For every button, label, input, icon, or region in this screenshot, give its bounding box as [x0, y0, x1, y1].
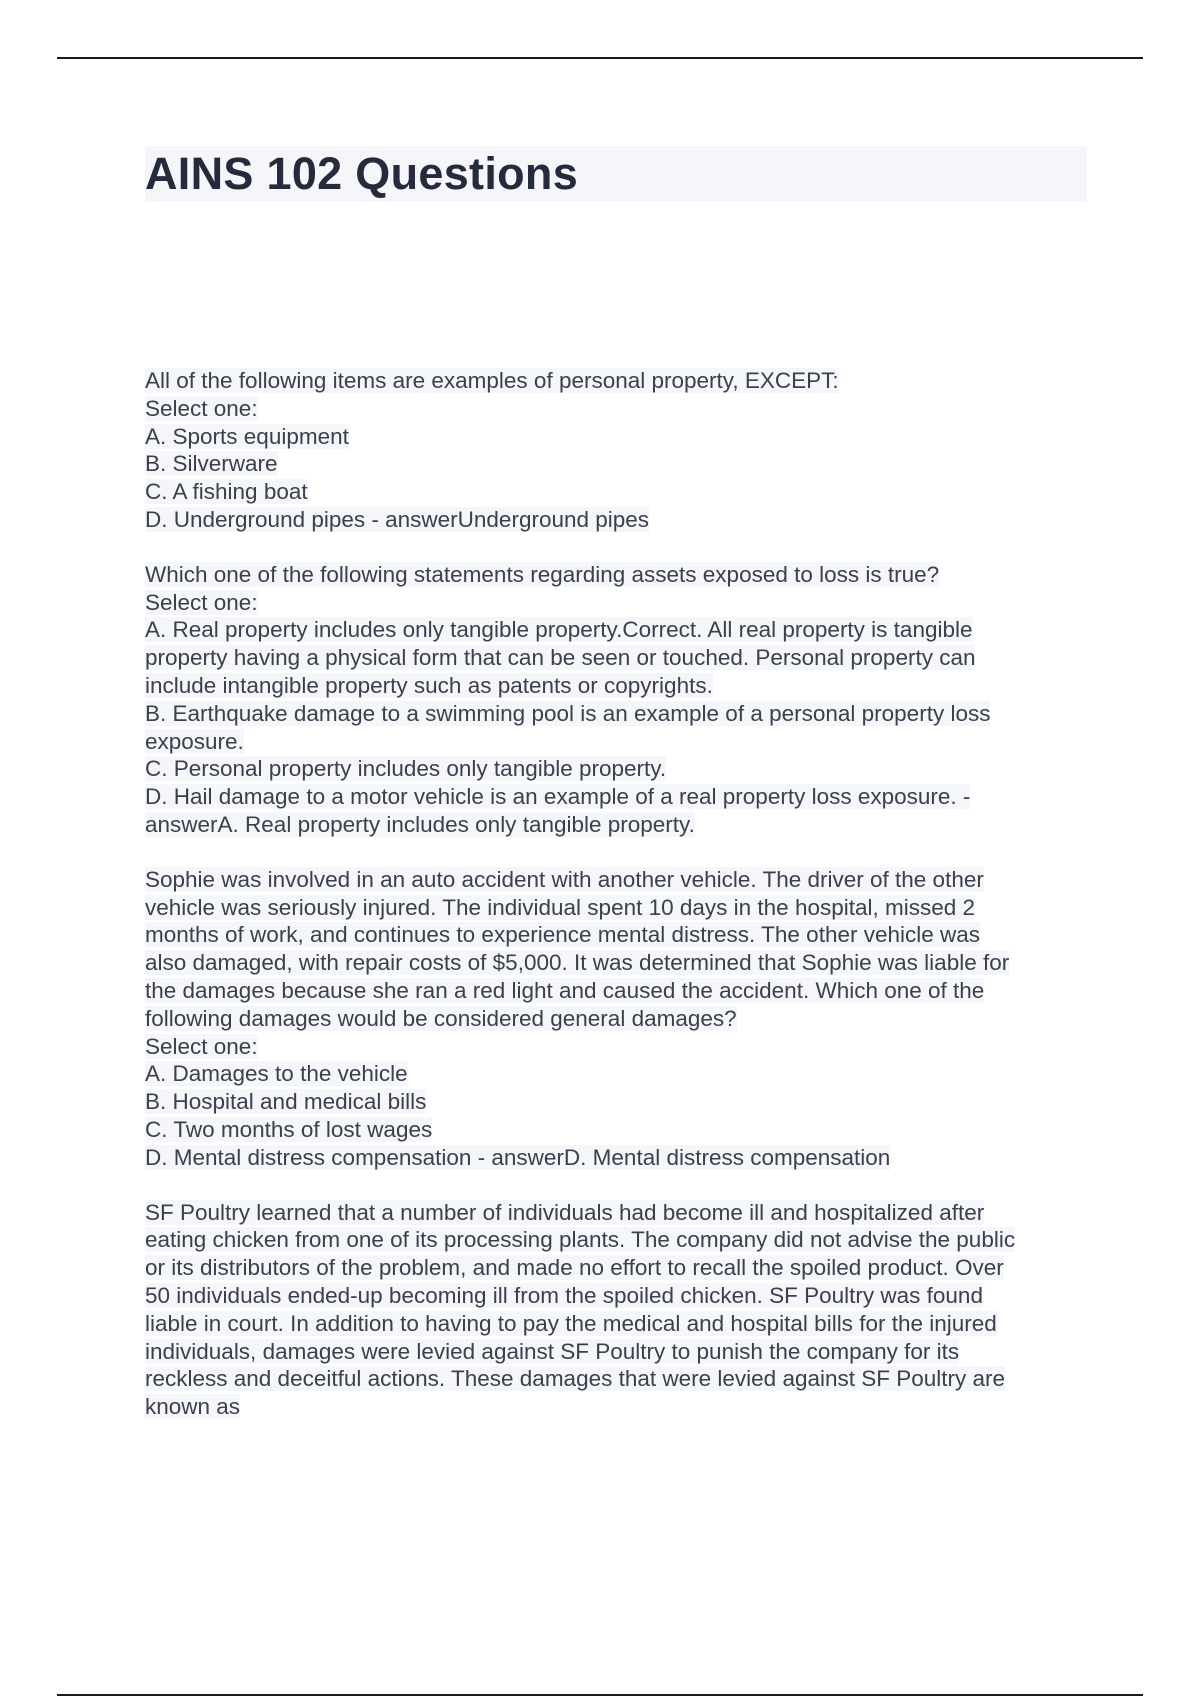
question-text: individuals, damages were levied against SF Poultry to punish the company for its: [145, 1338, 960, 1364]
answer-option: A. Real property includes only tangible property.Correct. All real property is tangible: [145, 617, 973, 643]
select-one-label: Select one:: [145, 395, 258, 421]
answer-option: B. Earthquake damage to a swimming pool is an example of a personal property loss: [145, 700, 991, 726]
question-text: All of the following items are examples of personal property, EXCEPT:: [145, 368, 839, 393]
question-block: [145, 367, 1090, 534]
question-block: [145, 561, 1090, 839]
question-text: following damages would be considered general damages?: [145, 1005, 737, 1031]
question-text: months of work, and continues to experience mental distress. The other vehicle was: [145, 922, 981, 948]
answer-option: D. Hail damage to a motor vehicle is an example of a real property loss exposure. -: [145, 784, 971, 810]
question-text: reckless and deceitful actions. These damages that were levied against SF Poultry are: [145, 1366, 1006, 1392]
question-text: known as: [145, 1394, 241, 1420]
question-list: [145, 367, 1090, 1448]
answer-option: property having a physical form that can be seen or touched. Personal property can: [145, 645, 976, 671]
select-one-label: Select one:: [145, 1033, 258, 1059]
question-text: also damaged, with repair costs of $5,000. It was determined that Sophie was liable for: [145, 950, 1010, 976]
question-text: vehicle was seriously injured. The individual spent 10 days in the hospital, missed 2: [145, 894, 976, 920]
answer-option: A. Sports equipment: [145, 423, 349, 449]
answer-option: B. Silverware: [145, 451, 278, 477]
question-text: eating chicken from one of its processing plants. The company did not advise the public: [145, 1227, 1016, 1253]
answer-option: include intangible property such as patents or copyrights.: [145, 672, 713, 698]
select-one-label: Select one:: [145, 589, 258, 615]
page-title: AINS 102 Questions: [145, 148, 579, 199]
answer-option: C. A fishing boat: [145, 479, 308, 505]
question-text: 50 individuals ended-up becoming ill from the spoiled chicken. SF Poultry was found: [145, 1282, 983, 1308]
answer-option: exposure.: [145, 728, 244, 754]
answer-option: C. Personal property includes only tangible property.: [145, 756, 667, 782]
question-text: the damages because she ran a red light and caused the accident. Which one of the: [145, 977, 985, 1003]
question-block: [145, 866, 1090, 1172]
answer-option: D. Underground pipes - answerUnderground pipes: [145, 506, 650, 532]
question-text: liable in court. In addition to having to pay the medical and hospital bills for the injured: [145, 1310, 997, 1336]
answer-option: answerA. Real property includes only tangible property.: [145, 811, 695, 837]
answer-option: D. Mental distress compensation - answerD. Mental distress compensation: [145, 1144, 891, 1170]
question-text: Sophie was involved in an auto accident with another vehicle. The driver of the other: [145, 866, 984, 892]
question-text: Which one of the following statements regarding assets exposed to loss is true?: [145, 561, 940, 587]
question-block: [145, 1199, 1090, 1421]
footer-rule: [57, 1694, 1143, 1696]
answer-option: C. Two months of lost wages: [145, 1116, 433, 1142]
question-text: or its distributors of the problem, and made no effort to recall the spoiled product. Over: [145, 1255, 1004, 1281]
answer-option: A. Damages to the vehicle: [145, 1061, 408, 1087]
question-text: SF Poultry learned that a number of individuals had become ill and hospitalized after: [145, 1199, 985, 1225]
answer-option: B. Hospital and medical bills: [145, 1089, 427, 1115]
header-rule: [57, 57, 1143, 59]
